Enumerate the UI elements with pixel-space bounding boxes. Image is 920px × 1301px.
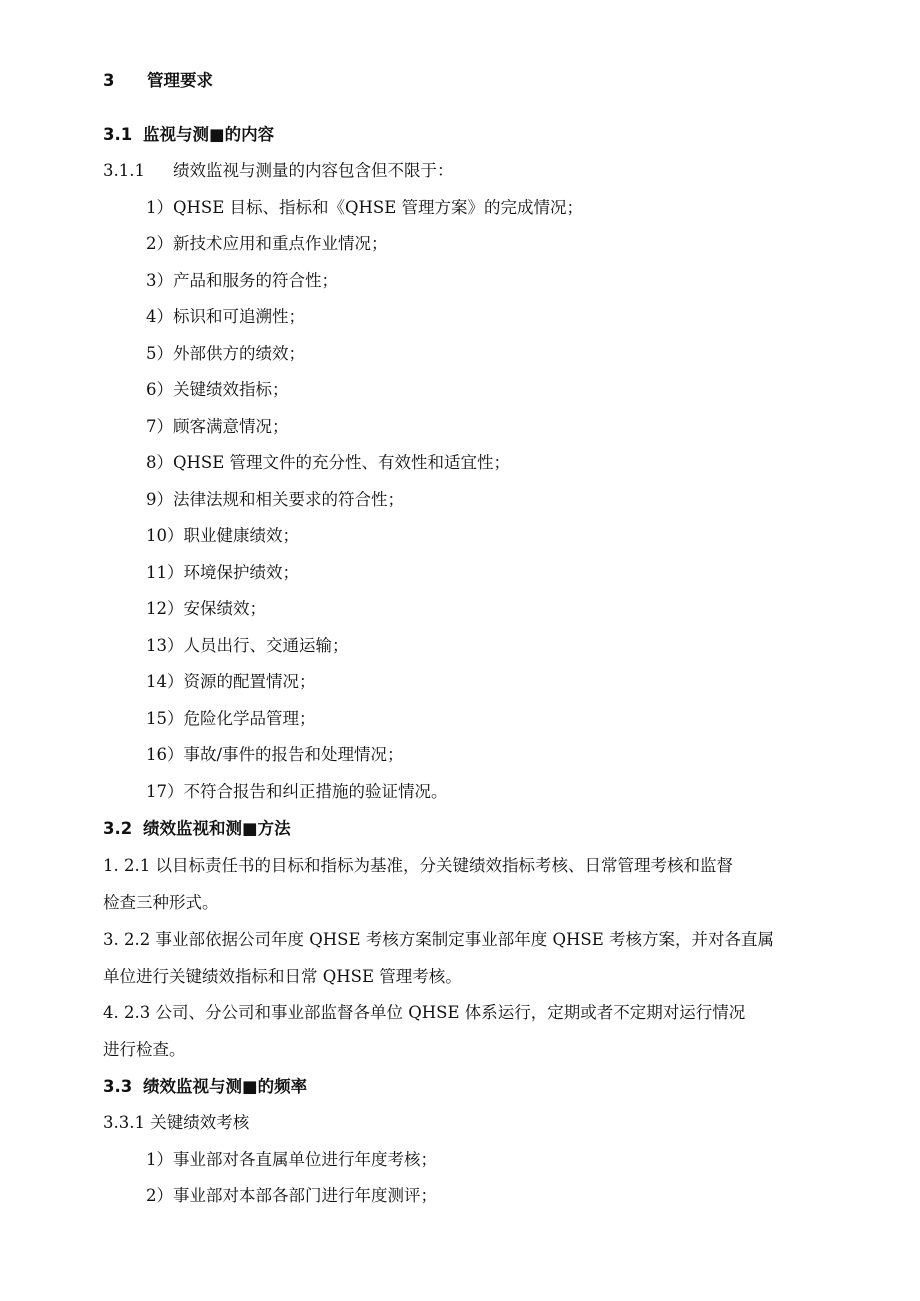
section-title: 绩效监视和测■方法	[143, 819, 291, 838]
subsection-3-1-1	[103, 160, 454, 182]
list-item: 10）职业健康绩效；	[146, 526, 299, 545]
list-item: 6）关键绩效指标；	[146, 380, 289, 399]
section-3-1-heading	[103, 124, 274, 146]
list-item: 16）事故/事件的报告和处理情况；	[146, 745, 404, 764]
section-number: 3.3	[103, 1077, 133, 1096]
list-item: 11）环境保护绩效；	[146, 563, 299, 582]
list-item: 13）人员出行、交通运输；	[146, 636, 349, 655]
list-item: 1）事业部对各直属单位进行年度考核；	[146, 1150, 437, 1169]
subsection-number: 3.1.1	[103, 161, 145, 180]
list-item: 2）事业部对本部各部门进行年度测评；	[146, 1186, 437, 1205]
section-title: 管理要求	[147, 71, 213, 90]
section-3-heading	[103, 70, 213, 92]
list-item: 15）危险化学品管理；	[146, 709, 316, 728]
list-item: 17）不符合报告和纠正措施的验证情况。	[146, 782, 448, 801]
paragraph-line: 进行检查。	[103, 1040, 186, 1059]
list-item: 2）新技术应用和重点作业情况；	[146, 234, 388, 253]
section-title: 绩效监视与测■的频率	[143, 1077, 308, 1096]
list-item: 1）QHSE 目标、指标和《QHSE 管理方案》的完成情况；	[146, 198, 584, 217]
subsection-3-3-1: 3.3.1 关键绩效考核	[103, 1113, 250, 1132]
list-item: 3）产品和服务的符合性；	[146, 271, 338, 290]
paragraph-line: 4. 2.3 公司、分公司和事业部监督各单位 QHSE 体系运行，定期或者不定期对运行情况	[103, 1003, 746, 1022]
list-item: 5）外部供方的绩效；	[146, 344, 305, 363]
list-item: 4）标识和可追溯性；	[146, 307, 305, 326]
paragraph-line: 单位进行关键绩效指标和日常 QHSE 管理考核。	[103, 967, 462, 986]
paragraph-line: 3. 2.2 事业部依据公司年度 QHSE 考核方案制定事业部年度 QHSE 考核方案，并对各直属	[103, 930, 774, 949]
list-item: 8）QHSE 管理文件的充分性、有效性和适宜性；	[146, 453, 511, 472]
section-number: 3.1	[103, 125, 133, 144]
section-title: 监视与测■的内容	[143, 125, 275, 144]
section-number: 3	[103, 71, 115, 90]
list-item: 14）资源的配置情况；	[146, 672, 316, 691]
list-item: 9）法律法规和相关要求的符合性；	[146, 490, 404, 509]
section-3-3-heading	[103, 1076, 307, 1098]
list-item: 7）顾客满意情况；	[146, 417, 289, 436]
subsection-text: 绩效监视与测量的内容包含但不限于：	[173, 161, 454, 180]
paragraph-line: 检查三种形式。	[103, 893, 219, 912]
section-number: 3.2	[103, 819, 133, 838]
section-3-2-heading	[103, 818, 291, 840]
paragraph-line: 1. 2.1 以目标责任书的目标和指标为基准，分关键绩效指标考核、日常管理考核和监督	[103, 856, 733, 875]
list-item: 12）安保绩效；	[146, 599, 266, 618]
